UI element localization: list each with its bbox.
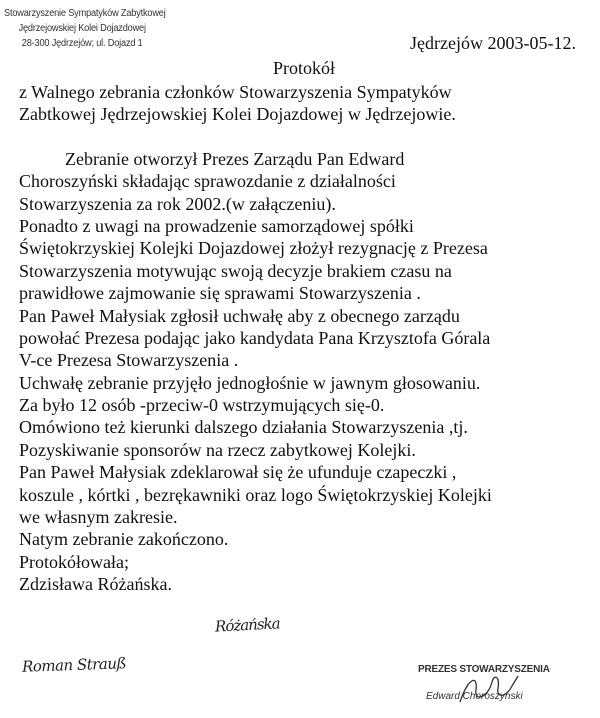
body-line: Omówiono też kierunki dalszego działania Stowarzyszenia ,tj. xyxy=(19,417,468,438)
body-line: koszule , kórtki , bezrękawniki oraz logo Świętokrzyskiej Kolejki xyxy=(19,484,492,505)
body-line: Zabtkowej Jędrzejowskiej Kolei Dojazdowej w Jędrzejowie. xyxy=(19,104,456,125)
document-title: Protokół xyxy=(273,58,336,78)
stamp-line-2: Jędrzejowskiej Kolei Dojazdowej xyxy=(18,23,146,34)
president-signature-scribble xyxy=(454,668,524,708)
body-line: V-ce Prezesa Stowarzyszenia . xyxy=(19,350,239,371)
body-line: Protokółowała; xyxy=(19,551,129,572)
body-line: z Walnego zebrania członków Stowarzyszenia Sympatyków xyxy=(19,82,452,102)
body-line: Zebranie otworzył Prezes Zarządu Pan Edward xyxy=(65,148,405,169)
body-line: Zdzisława Różańska. xyxy=(19,574,172,595)
body-line: Stowarzyszenia motywując swoją decyzje brakiem czasu na xyxy=(19,260,452,281)
body-line: Choroszyński składając sprawozdanie z działalności xyxy=(19,171,396,192)
signature-roman: Roman Strauß xyxy=(21,654,127,676)
stamp-line-3: 28-300 Jędrzejów; ul. Dojazd 1 xyxy=(21,38,143,49)
body-line: Za było 12 osób -przeciw-0 wstrzymujących się-0. xyxy=(19,395,385,416)
body-line: Ponadto z uwagi na prowadzenie samorządowej spółki xyxy=(19,215,414,236)
body-line: Uchwałę zebranie przyjęło jednogłośnie w jawnym głosowaniu. xyxy=(19,372,481,393)
signature-rozanska: Różańska xyxy=(214,614,280,636)
president-stamp-name: Edward Choroszynski xyxy=(426,691,523,702)
body-line: powołać Prezesa podając jako kandydata Pana Krzysztofa Górala xyxy=(19,327,491,348)
body-line: Stowarzyszenia za rok 2002.(w załączeniu). xyxy=(19,193,336,214)
president-stamp xyxy=(418,664,588,702)
body-line: Pozyskiwanie sponsorów na rzecz zabytkowej Kolejki. xyxy=(19,439,416,460)
document-date: Jędrzejów 2003-05-12. xyxy=(410,33,576,53)
president-stamp-title: PREZES STOWARZYSZENIA xyxy=(418,664,550,675)
body-line: prawidłowe zajmowanie się sprawami Stowarzyszenia . xyxy=(19,283,421,304)
body-line: Świętokrzyskiej Kolejki Dojazdowej złożył rezygnację z Prezesa xyxy=(19,238,488,259)
document-body xyxy=(19,81,594,596)
body-line: Pan Paweł Małysiak zgłosił uchwałę aby z obecnego zarządu xyxy=(19,305,460,326)
body-line: Pan Paweł Małysiak zdeklarował się że ufunduje czapeczki , xyxy=(19,462,457,483)
body-line: we własnym zakresie. xyxy=(19,507,178,528)
association-stamp xyxy=(4,6,166,51)
stamp-line-1: Stowarzyszenie Sympatyków Zabytkowej xyxy=(4,8,166,19)
body-line: Natym zebranie zakończono. xyxy=(19,529,229,550)
paragraph-gap xyxy=(19,126,594,148)
